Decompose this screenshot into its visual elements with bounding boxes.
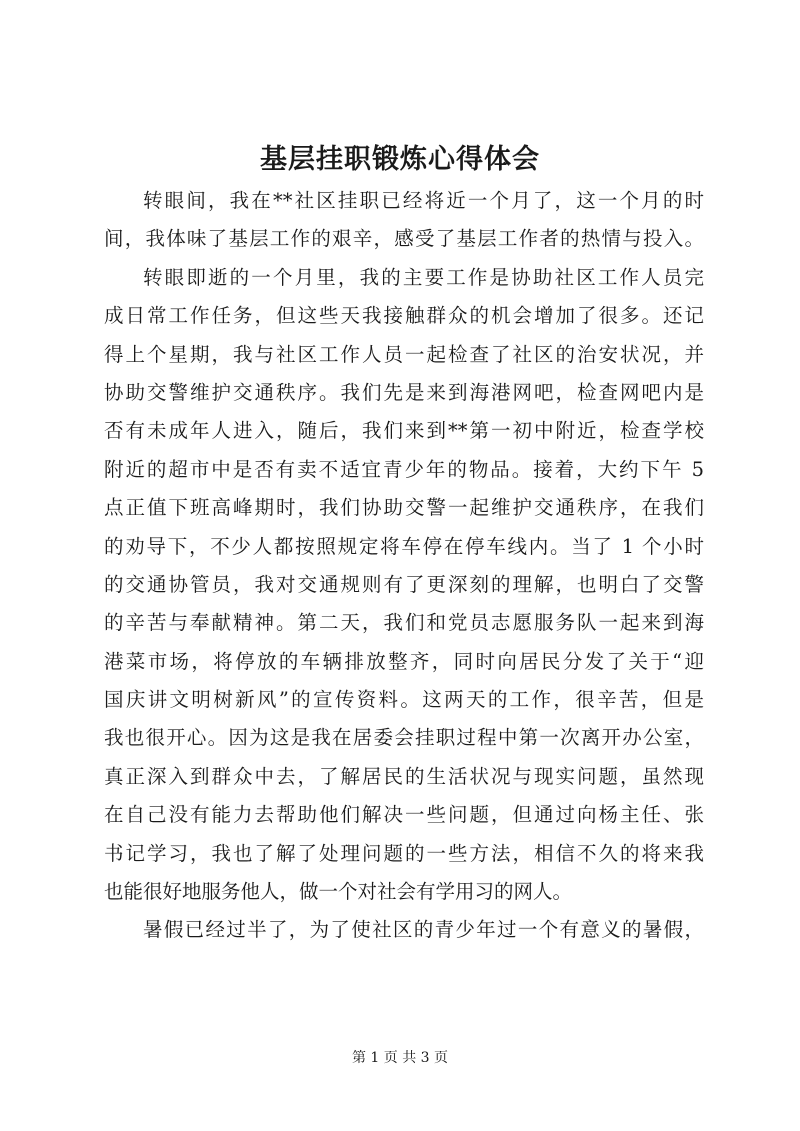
body-line: 国庆讲文明树新风”的宣传资料。这两天的工作，很辛苦，但是 xyxy=(104,688,704,712)
body-line: 我也很开心。因为这是我在居委会挂职过程中第一次离开办公室， xyxy=(104,726,704,750)
body-line: 暑假已经过半了，为了使社区的青少年过一个有意义的暑假， xyxy=(143,918,704,942)
body-line: 书记学习，我也了解了处理问题的一些方法，相信不久的将来我 xyxy=(104,841,704,865)
body-line: 的辛苦与奉献精神。第二天，我们和党员志愿服务队一起来到海 xyxy=(104,611,704,635)
body-line: 港菜市场，将停放的车辆排放整齐，同时向居民分发了关于“迎 xyxy=(104,649,704,673)
body-line: 的交通协管员，我对交通规则有了更深刻的理解，也明白了交警 xyxy=(104,572,704,596)
body-line: 也能很好地服务他人，做一个对社会有学用习的网人。 xyxy=(104,880,573,904)
body-line: 转眼即逝的一个月里，我的主要工作是协助社区工作人员完 xyxy=(143,265,704,289)
document-body xyxy=(104,182,704,950)
body-line: 点正值下班高峰期时，我们协助交警一起维护交通秩序，在我们 xyxy=(104,496,704,520)
body-line: 附近的超市中是否有卖不适宜青少年的物品。接着，大约下午 5 xyxy=(104,457,704,481)
body-line: 在自己没有能力去帮助他们解决一些问题，但通过向杨主任、张 xyxy=(104,803,704,827)
body-line: 真正深入到群众中去，了解居民的生活状况与现实问题，虽然现 xyxy=(104,764,704,788)
body-line: 转眼间，我在**社区挂职已经将近一个月了，这一个月的时 xyxy=(143,189,704,212)
body-line: 协助交警维护交通秩序。我们先是来到海港网吧，检查网吧内是 xyxy=(104,380,704,404)
body-line: 得上个星期，我与社区工作人员一起检查了社区的治安状况，并 xyxy=(104,342,704,366)
body-line: 的劝导下，不少人都按照规定将车停在停车线内。当了 1 个小时 xyxy=(104,534,704,558)
body-line: 成日常工作任务，但这些天我接触群众的机会增加了很多。还记 xyxy=(104,304,704,328)
page-footer: 第 1 页 共 3 页 xyxy=(351,1050,449,1066)
body-line: 间，我体味了基层工作的艰辛，感受了基层工作者的热情与投入。 xyxy=(104,227,704,251)
document-title: 基层挂职锻炼心得体会 xyxy=(260,144,540,175)
body-line: 否有未成年人进入，随后，我们来到**第一初中附近，检查学校 xyxy=(104,419,704,443)
